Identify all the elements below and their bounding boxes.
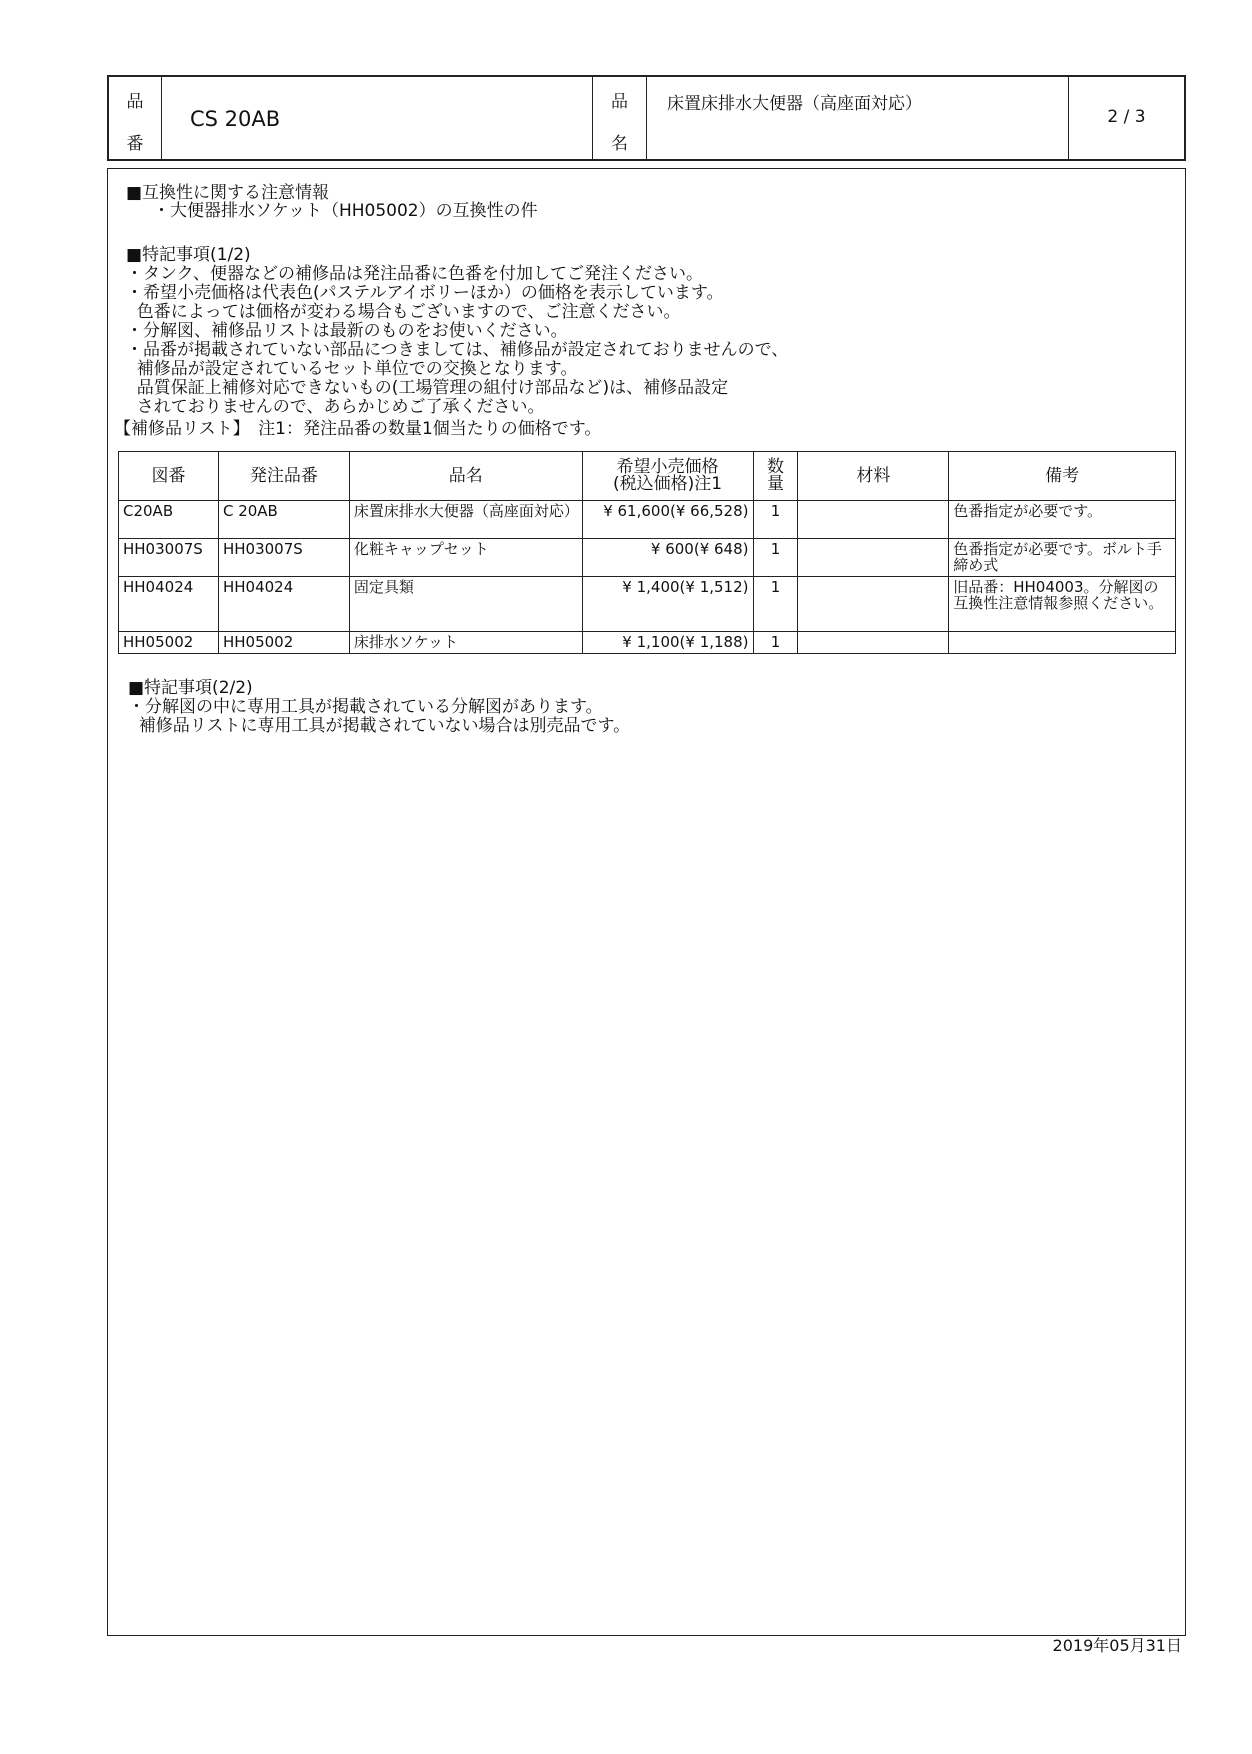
cell-name: 床置床排水大便器（高座面対応） (349, 501, 582, 539)
hinmei-label-2: 名 (611, 134, 628, 154)
cell-remarks: 旧品番：HH04003。分解図の互換性注意情報参照ください。 (949, 577, 1176, 632)
cell-zuban: HH04024 (119, 577, 219, 632)
cell-remarks (949, 632, 1176, 654)
column-header-price: 希望小売価格 (税込価格)注1 (582, 452, 753, 501)
cell-name: 化粧キャップセット (349, 539, 582, 577)
notes1-line: ・品番が掲載されていない部品につきましては、補修品が設定されておりませんので、 (126, 340, 789, 360)
parts-list-title: 【補修品リスト】 注1：発注品番の数量1個当たりの価格です。 (114, 419, 602, 439)
cell-zuban: HH05002 (119, 632, 219, 654)
cell-qty: 1 (753, 632, 798, 654)
column-header-remarks: 備考 (949, 452, 1176, 501)
notes1-line: 色番によっては価格が変わる場合もございますので、ご注意ください。 (126, 302, 681, 322)
cell-price: ¥ 1,400(¥ 1,512) (582, 577, 753, 632)
footer-date: 2019年05月31日 (1052, 1636, 1182, 1655)
cell-name: 固定具類 (349, 577, 582, 632)
notes1-line: されておりませんので、あらかじめご了承ください。 (126, 397, 545, 417)
column-header-name: 品名 (349, 452, 582, 501)
cell-qty: 1 (753, 501, 798, 539)
column-header-qty: 数 量 (753, 452, 798, 501)
hinmei-label-cell (593, 77, 647, 159)
cell-material (798, 501, 949, 539)
notes2-heading: ■特記事項(2/2) (128, 678, 253, 698)
hinban-label-2: 番 (126, 134, 144, 154)
cell-qty: 1 (753, 539, 798, 577)
cell-name: 床排水ソケット (349, 632, 582, 654)
table-row (119, 632, 1176, 654)
header-box (107, 75, 1186, 161)
cell-material (798, 632, 949, 654)
hinmei-label-1: 品 (611, 92, 628, 112)
hinmei-value-cell (647, 77, 1069, 159)
cell-material (798, 577, 949, 632)
notes1-line: 品質保証上補修対応できないもの(工場管理の組付け部品など)は、補修品設定 (126, 378, 729, 398)
cell-remarks: 色番指定が必要です。 (949, 501, 1176, 539)
cell-qty: 1 (753, 577, 798, 632)
cell-order-no: C 20AB (218, 501, 349, 539)
notes1-heading: ■特記事項(1/2) (126, 245, 251, 265)
cell-order-no: HH05002 (218, 632, 349, 654)
compat-heading: ■互換性に関する注意情報 (126, 183, 330, 203)
hinban-label-1: 品 (126, 92, 144, 112)
notes2-line: ・分解図の中に専用工具が掲載されている分解図があります。 (128, 697, 603, 717)
hinban-value: CS 20AB (190, 107, 281, 131)
column-header-zuban: 図番 (119, 452, 219, 501)
cell-order-no: HH03007S (218, 539, 349, 577)
notes1-line: ・タンク、便器などの補修品は発注品番に色番を付加してご発注ください。 (126, 264, 703, 284)
page-number: 2 / 3 (1107, 107, 1146, 127)
hinmei-value: 床置床排水大便器（高座面対応） (667, 94, 922, 114)
notes1-line: ・分解図、補修品リストは最新のものをお使いください。 (126, 321, 568, 341)
parts-table (118, 451, 1176, 654)
compat-item: ・大便器排水ソケット（HH05002）の互換性の件 (153, 201, 538, 221)
table-row (119, 577, 1176, 632)
notes2-line: 補修品リストに専用工具が掲載されていない場合は別売品です。 (128, 716, 631, 736)
cell-order-no: HH04024 (218, 577, 349, 632)
table-row (119, 539, 1176, 577)
table-header-row (119, 452, 1176, 501)
hinban-label-cell (109, 77, 162, 159)
cell-price: ¥ 1,100(¥ 1,188) (582, 632, 753, 654)
hinban-value-cell (162, 77, 593, 159)
table-row (119, 501, 1176, 539)
column-header-material: 材料 (798, 452, 949, 501)
cell-zuban: C20AB (119, 501, 219, 539)
column-header-order-no: 発注品番 (218, 452, 349, 501)
notes1-line: 補修品が設定されているセット単位での交換となります。 (126, 359, 578, 379)
cell-remarks: 色番指定が必要です。ボルト手締め式 (949, 539, 1176, 577)
cell-price: ¥ 61,600(¥ 66,528) (582, 501, 753, 539)
notes1-line: ・希望小売価格は代表色(パステルアイボリーほか）の価格を表示しています。 (126, 283, 724, 303)
page-number-cell (1069, 77, 1184, 159)
cell-zuban: HH03007S (119, 539, 219, 577)
cell-material (798, 539, 949, 577)
cell-price: ¥ 600(¥ 648) (582, 539, 753, 577)
